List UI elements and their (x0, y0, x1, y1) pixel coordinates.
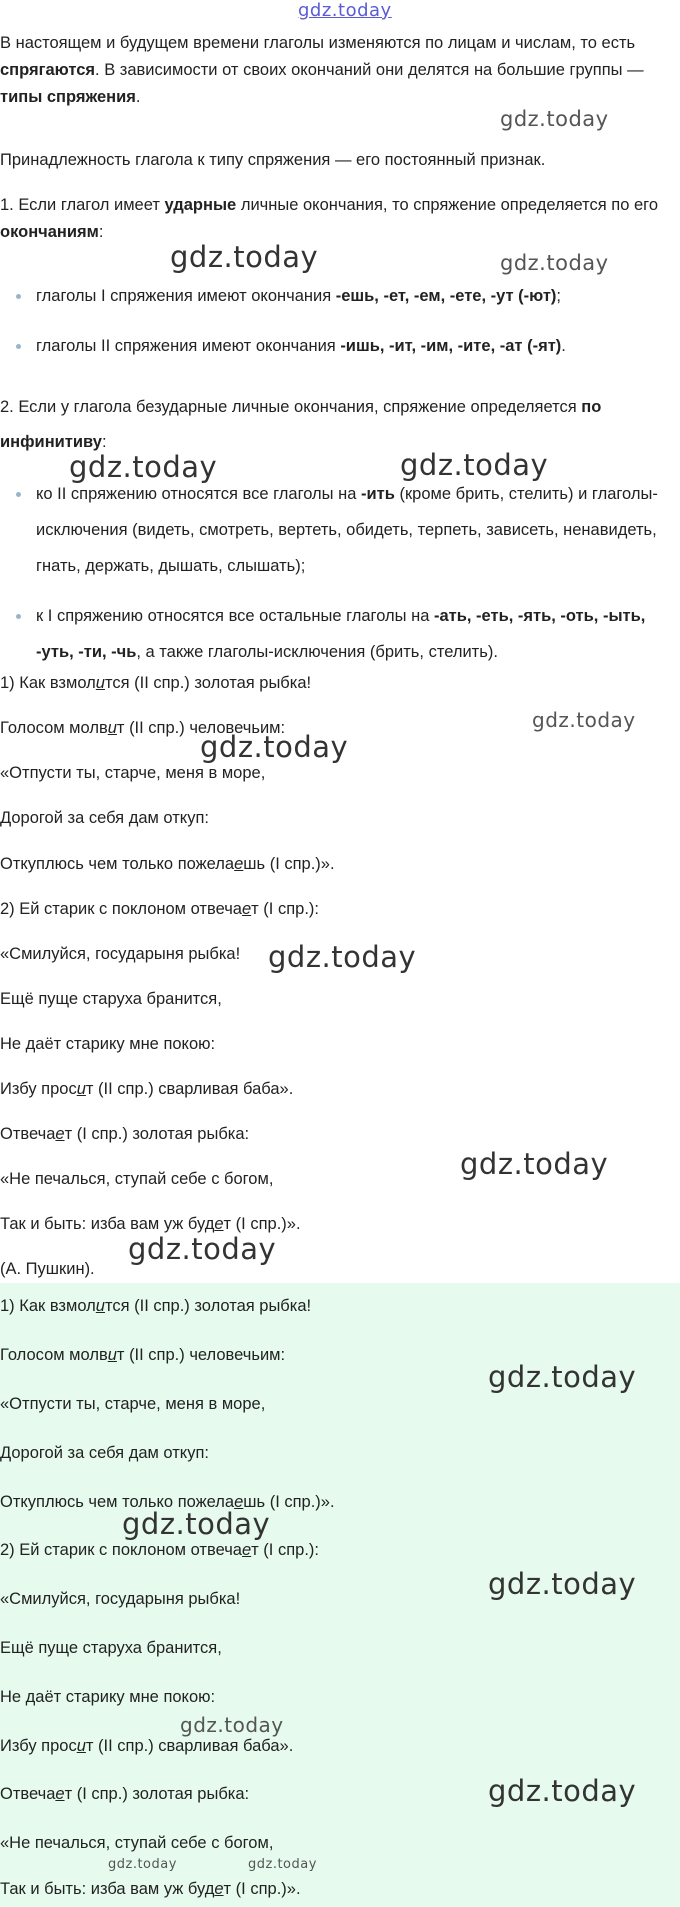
text-fragment: В настоящем и будущем времени глаголы изменяются по лицам и числам, то есть (0, 34, 636, 52)
endings-list (0, 278, 672, 364)
watermark: gdz.today (488, 1774, 637, 1808)
watermark: gdz.today (200, 730, 349, 764)
list-item (0, 278, 672, 314)
poem-line: «Смилуйся, государыня рыбка! (0, 1590, 241, 1608)
bullet-icon (16, 294, 21, 299)
text-fragment: к I спряжению относятся все остальные глаголы на (36, 607, 434, 625)
poem-line: «Не печалься, ступай себе с богом, (0, 1834, 274, 1852)
list-item (0, 328, 672, 364)
poem-line: Дорогой за себя дам откуп: (0, 1444, 209, 1462)
text-fragment: : (101, 433, 107, 451)
watermark: gdz.today (108, 1857, 177, 1872)
text-fragment: . (135, 88, 141, 106)
text-fragment: ; (556, 287, 562, 305)
watermark: gdz.today (500, 107, 609, 131)
watermark: gdz.today (488, 1567, 637, 1601)
poem-line: Ещё пуще старуха бранится, (0, 990, 222, 1008)
watermark: gdz.today (460, 1147, 609, 1181)
poem-line: 1) Как взмолится (II спр.) золотая рыбка! (0, 1297, 312, 1315)
poem-line: «Не печалься, ступай себе с богом, (0, 1170, 274, 1188)
poem-line: Отвечает (I спр.) золотая рыбка: (0, 1785, 250, 1803)
poem-line: 2) Ей старик с поклоном отвечает (I спр.): (0, 1541, 319, 1559)
term-endings: окончаниям (0, 223, 99, 241)
watermark: gdz.today (248, 1857, 317, 1872)
watermark: gdz.today (400, 448, 549, 482)
text-fragment: . (561, 337, 566, 355)
text-fragment: . В зависимости от своих окончаний они делятся на большие группы — (95, 61, 644, 79)
poem-line: 2) Ей старик с поклоном отвечает (I спр.): (0, 900, 319, 918)
watermark: gdz.today (532, 708, 636, 732)
poem-line: Дорогой за себя дам откуп: (0, 809, 209, 827)
poem-author: (А. Пушкин). (0, 1260, 95, 1278)
term-conjugation-types: типы спряжения (0, 88, 136, 106)
poem-line: Голосом молвит (II спр.) человечьим: (0, 719, 286, 737)
bullet-icon (16, 492, 21, 497)
intro-paragraph-2: Принадлежность глагола к типу спряжения — его постоянный признак. (0, 151, 546, 169)
text-fragment: , а также глаголы-исключения (брить, стелить). (136, 643, 498, 661)
poem-line: Откуплюсь чем только пожелаешь (I спр.)». (0, 1493, 335, 1511)
poem-line: 1) Как взмолится (II спр.) золотая рыбка! (0, 674, 312, 692)
watermark: gdz.today (170, 240, 319, 274)
poem-line: Не даёт старику мне покою: (0, 1035, 216, 1053)
poem-line: «Отпусти ты, старче, меня в море, (0, 764, 266, 782)
endings-second: -ишь, -ит, -им, -ите, -ат (-ят) (340, 337, 562, 355)
suffix-list: -ать, -еть, -ять, -оть, -ыть, -уть, -ти, -чь (36, 607, 646, 661)
text-fragment: (кроме брить, стелить) и глаголы-исключения (видеть, смотреть, вертеть, обидеть, терпеть, зависеть, ненавидеть, гнать, держать, дышать, слышать); (36, 485, 658, 575)
text-fragment: глаголы II спряжения имеют окончания (36, 337, 341, 355)
poem-line: Не даёт старику мне покою: (0, 1688, 216, 1706)
poem-line: Избу просит (II спр.) сварливая баба». (0, 1737, 294, 1755)
poem-line: Так и быть: изба вам уж будет (I спр.)». (0, 1880, 301, 1898)
watermark: gdz.today (69, 450, 218, 484)
infinitive-list (0, 476, 672, 670)
list-item (0, 598, 672, 670)
poem-line: Голосом молвит (II спр.) человечьим: (0, 1346, 286, 1364)
watermark: gdz.today (488, 1360, 637, 1394)
poem-line: «Смилуйся, государыня рыбка! (0, 945, 241, 963)
rule-1-paragraph (0, 192, 672, 246)
poem-line: Избу просит (II спр.) сварливая баба». (0, 1080, 294, 1098)
term-infinitive: по инфинитиву (0, 398, 602, 451)
suffix-it: -ить (360, 485, 395, 503)
intro-paragraph-1 (0, 30, 672, 111)
poem-line: Так и быть: изба вам уж будет (I спр.)». (0, 1215, 301, 1233)
text-fragment: : (98, 223, 104, 241)
bullet-icon (16, 614, 21, 619)
watermark: gdz.today (180, 1713, 284, 1737)
poem-line: Ещё пуще старуха бранится, (0, 1639, 222, 1657)
endings-first: -ешь, -ет, -ем, -ете, -ут (-ют) (335, 287, 557, 305)
term-conjugation: спрягаются (0, 61, 96, 79)
text-fragment: личные окончания, то спряжение определяется по его (236, 196, 659, 214)
list-item (0, 476, 672, 584)
text-fragment: 1. Если глагол имеет (0, 196, 165, 214)
poem-line: Отвечает (I спр.) золотая рыбка: (0, 1125, 250, 1143)
watermark: gdz.today (268, 940, 417, 974)
text-fragment: 2. Если у глагола безударные личные окончания, спряжение определяется (0, 398, 582, 416)
text-fragment: ко II спряжению относятся все глаголы на (36, 485, 361, 503)
term-stressed: ударные (164, 196, 237, 214)
site-logo[interactable]: gdz.today (298, 0, 392, 21)
text-fragment: глаголы I спряжения имеют окончания (36, 287, 336, 305)
bullet-icon (16, 344, 21, 349)
watermark: gdz.today (122, 1507, 271, 1541)
watermark: gdz.today (500, 251, 609, 275)
poem-line: Откуплюсь чем только пожелаешь (I спр.)». (0, 855, 335, 873)
watermark: gdz.today (128, 1232, 277, 1266)
poem-line: «Отпусти ты, старче, меня в море, (0, 1395, 266, 1413)
